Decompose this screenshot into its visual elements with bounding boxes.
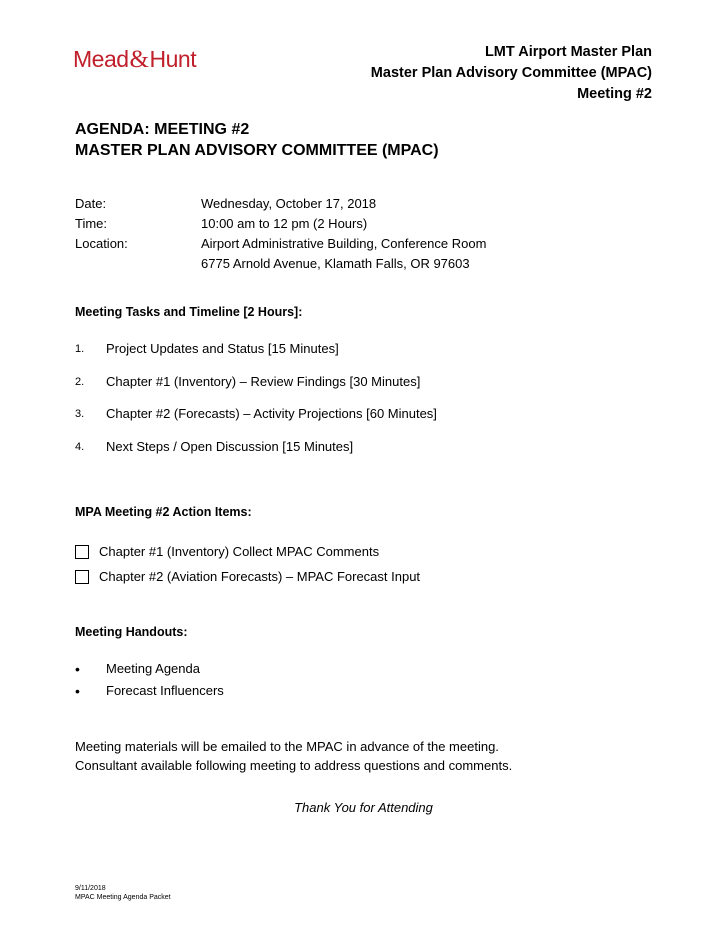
action-items-list [75, 539, 420, 589]
location-row-2 [75, 254, 486, 274]
task-text: Chapter #1 (Inventory) – Review Findings [30 Minutes] [106, 373, 421, 389]
list-item [75, 564, 420, 589]
header-line-3: Meeting #2 [577, 86, 652, 102]
list-item [75, 340, 437, 373]
list-item [75, 438, 437, 471]
checkbox[interactable] [75, 545, 89, 559]
task-number: 4. [75, 440, 85, 453]
page-footer [75, 884, 171, 902]
header-line-1: LMT Airport Master Plan [484, 44, 652, 60]
time-row [75, 214, 486, 234]
list-item [75, 658, 224, 680]
task-text: Chapter #2 (Forecasts) – Activity Projections [60 Minutes] [106, 406, 437, 421]
task-number: 1. [75, 343, 85, 355]
date-value: Wednesday, October 17, 2018 [201, 196, 377, 211]
thank-you-note: Thank You for Attending [294, 800, 433, 815]
handout-text: Meeting Agenda [106, 661, 200, 676]
mead-hunt-logo [73, 47, 196, 72]
agenda-title-line-2: MASTER PLAN ADVISORY COMMITTEE (MPAC) [75, 142, 439, 159]
time-label: Time: [75, 216, 108, 231]
list-item [75, 373, 437, 406]
location-row [75, 234, 486, 254]
task-text: Next Steps / Open Discussion [15 Minutes] [106, 438, 354, 454]
date-row [75, 194, 486, 214]
action-item-text: Chapter #2 (Aviation Forecasts) – MPAC Forecast Input [99, 569, 421, 584]
footer-doc-name: MPAC Meeting Agenda Packet [75, 894, 171, 901]
handouts-list [75, 658, 224, 702]
header-line-2: Master Plan Advisory Committee (MPAC) [370, 65, 652, 81]
closing-line-1: Meeting materials will be emailed to the MPAC in advance of the meeting. [75, 739, 499, 754]
footer-date: 9/11/2018 [75, 885, 106, 892]
task-text: Project Updates and Status [15 Minutes] [106, 341, 339, 356]
location-value-line-2: 6775 Arnold Avenue, Klamath Falls, OR 97603 [201, 256, 470, 271]
list-item [75, 539, 420, 564]
list-item [75, 680, 224, 702]
closing-line-2: Consultant available following meeting to address questions and comments. [75, 758, 513, 773]
date-label: Date: [75, 196, 107, 211]
handouts-heading: Meeting Handouts: [75, 625, 188, 639]
logo-text-mead: Mead [73, 46, 129, 72]
logo-ampersand: & [129, 46, 149, 73]
tasks-heading: Meeting Tasks and Timeline [2 Hours]: [75, 305, 303, 319]
task-number: 2. [75, 375, 85, 388]
bullet-icon: • [75, 661, 80, 677]
action-item-text: Chapter #1 (Inventory) Collect MPAC Comments [99, 544, 380, 559]
checkbox[interactable] [75, 570, 89, 584]
agenda-title [75, 119, 439, 161]
closing-notes [75, 737, 512, 775]
document-header [371, 42, 652, 105]
meeting-info [75, 194, 486, 274]
task-list [75, 340, 437, 470]
handout-text: Forecast Influencers [106, 683, 224, 698]
logo-text-hunt: Hunt [149, 46, 197, 72]
agenda-title-line-1: AGENDA: MEETING #2 [75, 121, 250, 138]
time-value: 10:00 am to 12 pm (2 Hours) [201, 216, 368, 231]
task-number: 3. [75, 408, 85, 420]
action-items-heading: MPA Meeting #2 Action Items: [75, 505, 252, 519]
location-value-line-1: Airport Administrative Building, Conference Room [201, 236, 487, 251]
location-label: Location: [75, 236, 128, 251]
bullet-icon: • [75, 683, 80, 699]
list-item [75, 405, 437, 438]
